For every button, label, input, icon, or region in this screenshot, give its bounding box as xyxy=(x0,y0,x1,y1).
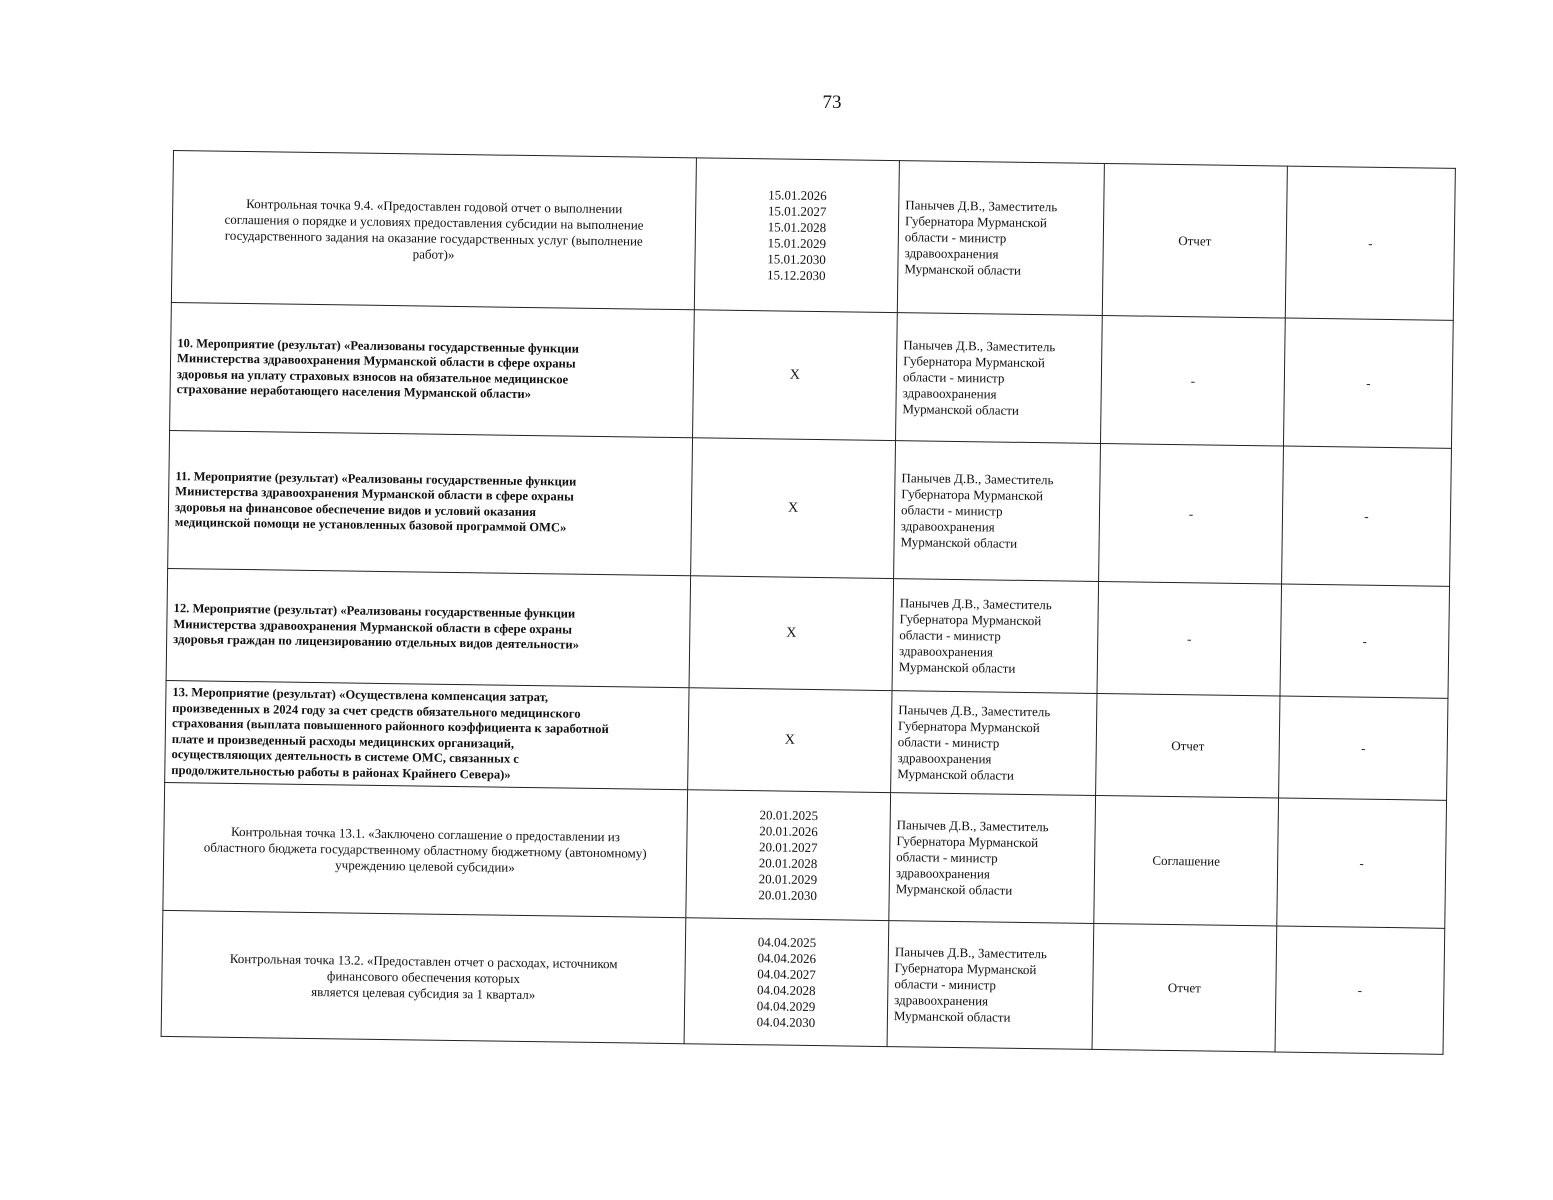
deadline-date: 04.04.2027 xyxy=(757,965,816,982)
responsible-line: Панычев Д.В., Заместитель xyxy=(899,594,1052,612)
row-extra-value: - xyxy=(1282,446,1452,586)
description-line: здоровья на финансовое обеспечение видов и условий оказания xyxy=(174,499,537,519)
deadline-date: 04.04.2030 xyxy=(756,1013,816,1030)
row-responsible xyxy=(897,161,1104,316)
deadline-date: 20.01.2029 xyxy=(758,870,818,887)
description-line: работ)» xyxy=(412,245,455,262)
row-description xyxy=(168,430,693,575)
row-description xyxy=(165,680,689,789)
row-deadline xyxy=(688,688,892,793)
row-extra-value: - xyxy=(1277,798,1447,928)
description-line: плате и произведенный расходы медицинских организаций, xyxy=(171,731,515,751)
row-deadline xyxy=(691,438,896,579)
row-extra-value: - xyxy=(1283,318,1453,448)
responsible-line: Панычев Д.В., Заместитель xyxy=(901,469,1054,487)
responsible-line: области - министр xyxy=(904,228,1007,246)
row-responsible xyxy=(894,441,1101,582)
row-description xyxy=(161,910,686,1043)
responsible-line: здравоохранения xyxy=(902,384,997,402)
responsible-line: Губернатора Мурманской xyxy=(897,717,1040,735)
description-line: Контрольная точка 13.2. «Предоставлен отчет о расходах, источником xyxy=(229,950,618,971)
description-line: страхование неработающего населения Мурманской области» xyxy=(176,382,532,402)
responsible-line: Губернатора Мурманской xyxy=(894,959,1037,977)
description-line: осуществляющих деятельность в системе ОМС, связанных с xyxy=(171,747,520,766)
deadline-date: 04.04.2025 xyxy=(757,933,817,950)
deadline-date: 04.04.2029 xyxy=(756,997,816,1014)
responsible-line: здравоохранения xyxy=(894,991,989,1008)
row-extra-value: - xyxy=(1275,926,1445,1054)
row-document-type: Отчет xyxy=(1096,693,1280,798)
responsible-line: Мурманской области xyxy=(897,765,1014,783)
deadline-date: 20.01.2030 xyxy=(758,886,818,903)
description-line: государственного задания на оказание государственных услуг (выполнение xyxy=(224,227,643,249)
row-document-type: Соглашение xyxy=(1094,795,1279,926)
deadline-date: 20.01.2026 xyxy=(759,822,818,839)
row-document-type: - xyxy=(1100,315,1285,446)
row-extra-value: - xyxy=(1280,584,1450,698)
responsible-line: области - министр xyxy=(899,626,1001,644)
row-description xyxy=(163,782,688,917)
description-line: финансового обеспечения которых xyxy=(326,967,521,986)
description-line: здоровья на уплату страховых взносов на обязательное медицинское xyxy=(176,366,569,387)
row-document-type: Отчет xyxy=(1092,923,1277,1052)
responsible-line: Губернатора Мурманской xyxy=(896,832,1039,850)
table-row xyxy=(171,151,1455,321)
row-responsible xyxy=(892,579,1099,694)
responsible-line: Мурманской области xyxy=(895,880,1013,898)
row-description xyxy=(171,151,696,310)
description-line: Министерства здравоохранения Мурманской области в сфере охраны xyxy=(175,484,574,504)
row-responsible xyxy=(891,691,1097,796)
responsible-line: здравоохранения xyxy=(900,517,995,535)
deadline-date: 20.01.2028 xyxy=(758,854,818,871)
description-line: 12. Мероприятие (результат) «Реализованы государственные функции xyxy=(173,601,576,621)
responsible-line: области - министр xyxy=(897,733,1000,751)
not-applicable-mark: X xyxy=(787,500,799,516)
description-line: Контрольная точка 13.1. «Заключено соглашение о предоставлении из xyxy=(230,823,621,844)
deadline-date: 20.01.2027 xyxy=(758,838,818,855)
responsible-line: здравоохранения xyxy=(897,749,992,766)
row-deadline xyxy=(693,310,898,441)
not-applicable-mark: X xyxy=(784,732,795,748)
responsible-line: Мурманской области xyxy=(902,400,1020,418)
responsible-line: здравоохранения xyxy=(904,244,999,262)
description-line: здоровья граждан по лицензированию отдельных видов деятельности» xyxy=(173,632,580,652)
responsible-line: Мурманской области xyxy=(904,260,1022,278)
responsible-line: Губернатора Мурманской xyxy=(904,212,1047,230)
not-applicable-mark: X xyxy=(789,367,801,383)
row-description xyxy=(166,568,691,687)
responsible-line: Панычев Д.В., Заместитель xyxy=(905,196,1058,214)
row-extra-value: - xyxy=(1285,166,1455,320)
description-line: 10. Мероприятие (результат) «Реализованы государственные функции xyxy=(177,335,580,356)
description-line: продолжительностью работы в районах Крайнего Севера)» xyxy=(171,762,511,782)
row-description xyxy=(170,302,695,437)
responsible-line: области - министр xyxy=(902,368,1005,386)
responsible-line: Панычев Д.В., Заместитель xyxy=(896,816,1049,834)
row-document-type: - xyxy=(1097,581,1282,696)
deadline-date: 15.01.2030 xyxy=(767,250,826,267)
document-sheet xyxy=(161,150,1456,1055)
responsible-line: области - министр xyxy=(894,975,997,993)
deadline-date: 15.01.2028 xyxy=(767,218,827,235)
row-document-type: - xyxy=(1099,443,1284,584)
responsible-line: Панычев Д.В., Заместитель xyxy=(898,701,1051,719)
table-row xyxy=(161,910,1445,1054)
row-extra-value: - xyxy=(1279,696,1448,800)
table-row xyxy=(168,430,1452,586)
table-row xyxy=(170,302,1454,448)
table-body xyxy=(161,151,1455,1055)
description-line: страхования (выплата повышенного районного коэффициента к заработной xyxy=(171,716,609,737)
responsible-line: здравоохранения xyxy=(898,642,994,659)
row-responsible xyxy=(896,313,1103,444)
responsible-line: здравоохранения xyxy=(895,864,990,881)
responsible-line: Мурманской области xyxy=(900,533,1018,551)
responsible-line: Мурманской области xyxy=(898,658,1016,676)
not-applicable-mark: X xyxy=(786,625,797,641)
description-line: соглашения о порядке и условиях предоставления субсидии на выполнение xyxy=(224,211,644,233)
row-responsible xyxy=(887,921,1094,1050)
row-deadline xyxy=(694,158,899,313)
row-deadline xyxy=(686,790,891,921)
description-line: 11. Мероприятие (результат) «Реализованы государственные функции xyxy=(175,468,577,489)
description-line: Министерства здравоохранения Мурманской области в сфере охраны xyxy=(176,351,576,371)
responsible-line: Губернатора Мурманской xyxy=(901,485,1044,503)
plan-table xyxy=(161,150,1456,1055)
deadline-date: 20.01.2025 xyxy=(759,806,819,823)
deadline-date: 15.01.2027 xyxy=(767,202,827,219)
responsible-line: Губернатора Мурманской xyxy=(903,352,1046,370)
responsible-line: области - министр xyxy=(900,501,1003,519)
responsible-line: Мурманской области xyxy=(893,1007,1011,1025)
table-row xyxy=(163,782,1447,928)
table-row xyxy=(166,568,1449,698)
responsible-line: Панычев Д.В., Заместитель xyxy=(903,336,1056,354)
deadline-date: 15.12.2030 xyxy=(766,266,826,283)
deadline-date: 04.04.2028 xyxy=(756,981,816,998)
description-line: учреждению целевой субсидии» xyxy=(335,856,515,875)
row-deadline xyxy=(689,576,894,691)
row-document-type: Отчет xyxy=(1102,164,1287,319)
description-line: областного бюджета государственному областному бюджетному (автономному) xyxy=(203,838,647,861)
deadline-date: 15.01.2026 xyxy=(768,186,827,203)
row-responsible xyxy=(889,793,1096,924)
responsible-line: области - министр xyxy=(896,848,998,866)
responsible-line: Панычев Д.В., Заместитель xyxy=(894,943,1047,961)
row-deadline xyxy=(684,918,889,1047)
table-row xyxy=(165,680,1448,800)
description-line: произведенных в 2024 году за счет средств обязательного медицинского xyxy=(172,700,581,721)
description-line: 13. Мероприятие (результат) «Осуществлена компенсация затрат, xyxy=(172,685,549,705)
page-number: 73 xyxy=(822,92,842,113)
deadline-date: 04.04.2026 xyxy=(757,949,817,966)
description-line: является целевая субсидия за 1 квартал» xyxy=(311,983,536,1002)
description-line: медицинской помощи не установленных базовой программой ОМС» xyxy=(174,515,567,535)
description-line: Контрольная точка 9.4. «Предоставлен годовой отчет о выполнении xyxy=(246,195,623,216)
responsible-line: Губернатора Мурманской xyxy=(899,610,1042,628)
description-line: Министерства здравоохранения Мурманской области в сфере охраны xyxy=(173,616,573,637)
deadline-date: 15.01.2029 xyxy=(767,234,827,251)
